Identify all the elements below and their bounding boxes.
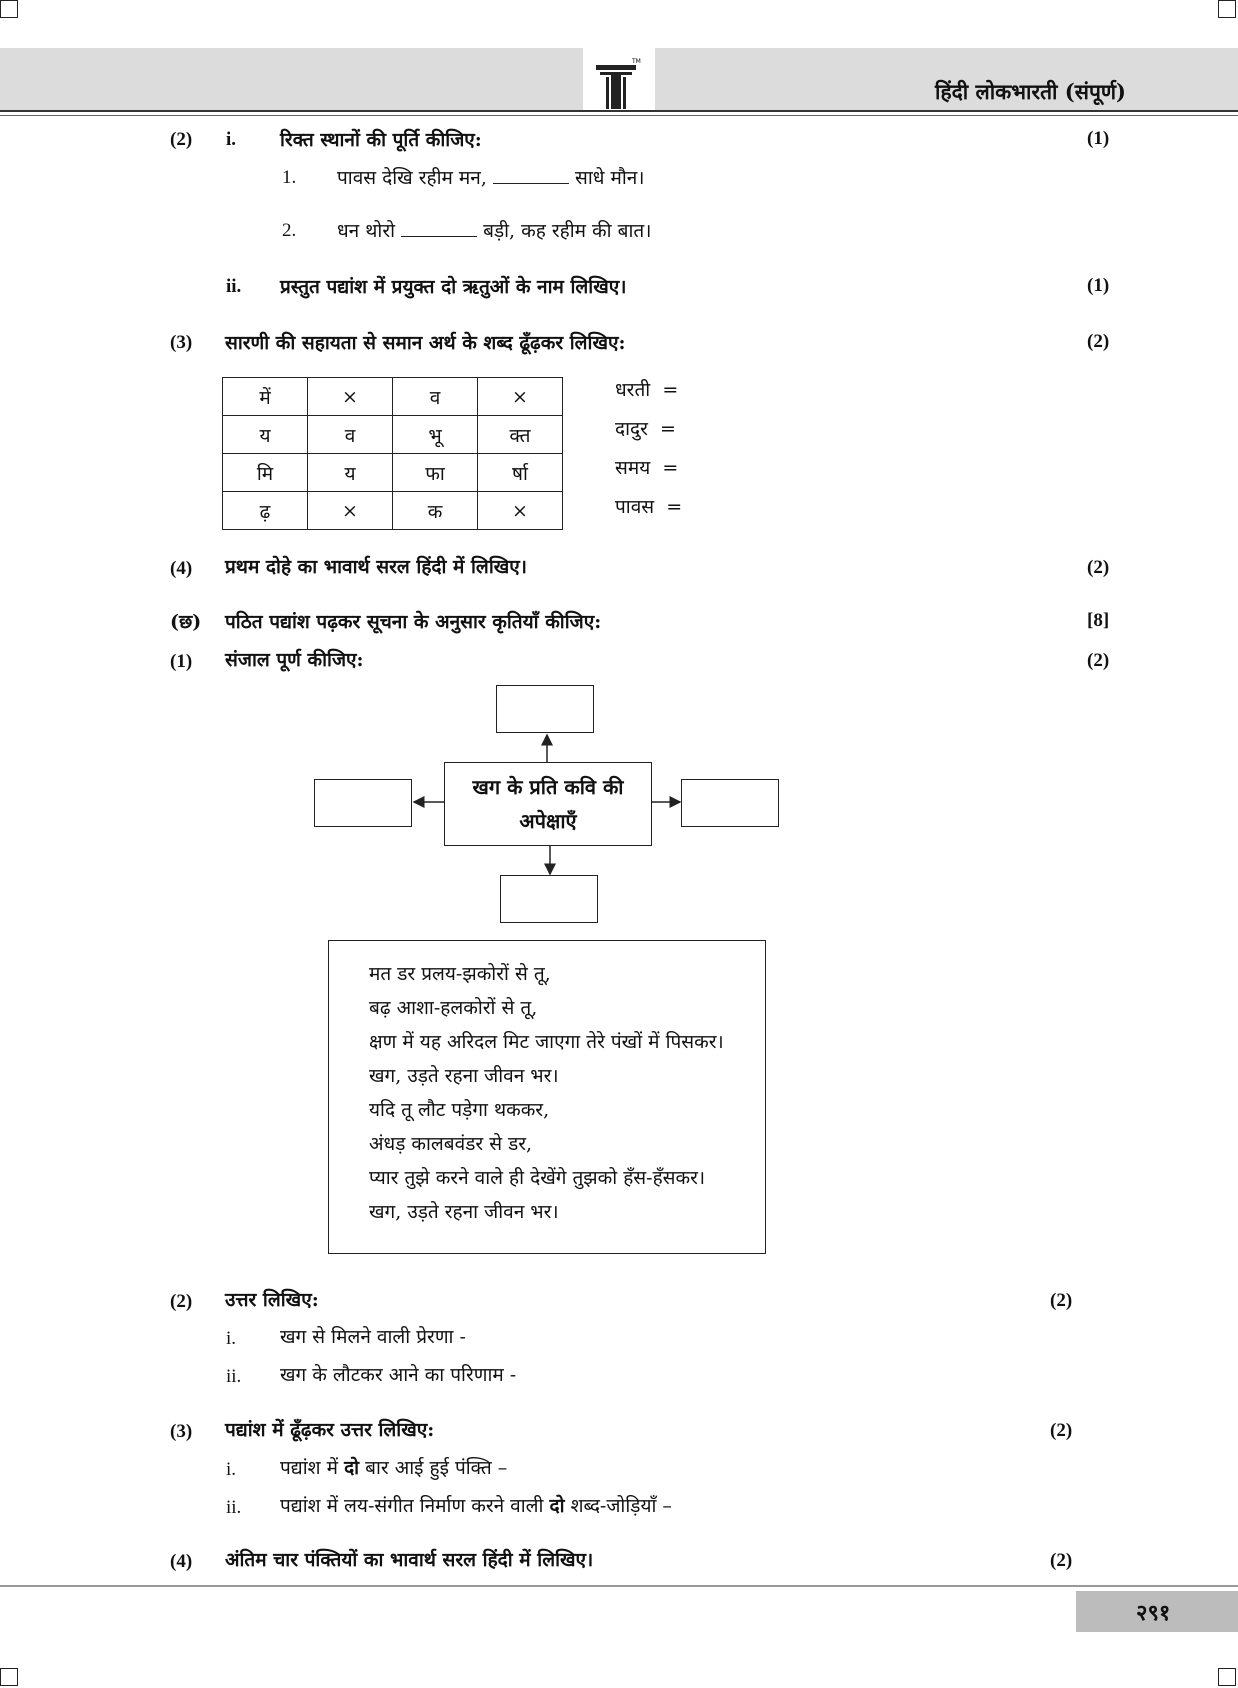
answer-box-right[interactable] <box>681 779 779 827</box>
poem-box <box>328 940 766 1254</box>
question-number: (4) <box>170 558 193 579</box>
grid-cell: व <box>308 416 393 454</box>
tm-pillar-logo-icon <box>592 55 644 111</box>
question-number: (2) <box>170 129 193 150</box>
letter-grid <box>222 377 563 530</box>
equals-sign: = <box>662 379 679 401</box>
item-number: ii. <box>226 1366 242 1387</box>
marks-label: (2) <box>1050 1290 1073 1311</box>
grid-cell: × <box>478 492 563 530</box>
item-text-after: बड़ी, कह रहीम की बात। <box>483 220 652 242</box>
prompt-bold: दो <box>344 1457 360 1479</box>
grid-cell: × <box>308 492 393 530</box>
marks-label: (2) <box>1087 650 1110 671</box>
grid-cell: र्षा <box>478 454 563 492</box>
question-number: (2) <box>170 1291 193 1312</box>
fill-blank-item <box>337 166 645 190</box>
crop-mark-top-left <box>0 0 18 18</box>
poem-line: यदि तू लौट पड़ेगा थककर, <box>369 1099 550 1121</box>
question-title: अंतिम चार पंक्तियों का भावार्थ सरल हिंदी में लिखिए। <box>225 1549 594 1571</box>
marks-label: (1) <box>1087 128 1110 149</box>
question-title: प्रस्तुत पद्यांश में प्रयुक्त दो ऋतुओं के नाम लिखिए। <box>280 276 627 298</box>
word-row <box>615 415 676 441</box>
grid-cell: भू <box>393 416 478 454</box>
item-number: 1. <box>282 167 297 188</box>
sub-question-label: ii. <box>226 276 242 297</box>
crop-mark-bottom-left <box>0 1668 18 1686</box>
word: समय <box>615 457 651 479</box>
section-number: (छ) <box>170 611 202 633</box>
question-title: पद्यांश में ढूँढ़कर उत्तर लिखिए: <box>225 1419 435 1441</box>
marks-label: (2) <box>1050 1420 1073 1441</box>
book-title: हिंदी लोकभारती (संपूर्ण) <box>935 79 1126 104</box>
question-number: (1) <box>170 651 193 672</box>
marks-label: (1) <box>1087 275 1110 296</box>
poem-line: बढ़ आशा-हलकोरों से तू, <box>369 997 538 1019</box>
center-line-2: अपेक्षाएँ <box>519 809 577 833</box>
question-number: (3) <box>170 1421 193 1442</box>
marks-label: [8] <box>1087 610 1110 631</box>
grid-cell: क्त <box>478 416 563 454</box>
question-title: उत्तर लिखिए: <box>225 1289 319 1311</box>
answer-prompt <box>280 1456 507 1480</box>
grid-cell: में <box>223 378 308 416</box>
word: धरती <box>615 379 651 401</box>
question-title: रिक्त स्थानों की पूर्ति कीजिए: <box>280 129 482 151</box>
grid-cell: × <box>308 378 393 416</box>
grid-cell: × <box>478 378 563 416</box>
word: दादुर <box>615 418 648 440</box>
answer-box-top[interactable] <box>496 685 594 733</box>
prompt-text: शब्द-जोड़ियाँ – <box>570 1495 672 1517</box>
marks-label: (2) <box>1050 1550 1073 1571</box>
marks-label: (2) <box>1087 557 1110 578</box>
item-number: i. <box>226 1328 237 1349</box>
prompt-bold: दो <box>549 1495 565 1517</box>
answer-prompt <box>280 1494 672 1518</box>
question-title: सारणी की सहायता से समान अर्थ के शब्द ढूँढ़कर लिखिए: <box>225 332 626 354</box>
word-row <box>615 376 678 402</box>
equals-sign: = <box>659 418 676 440</box>
poem-line: अंधड़ कालबवंडर से डर, <box>369 1133 533 1155</box>
answer-box-left[interactable] <box>314 779 412 827</box>
word-row <box>615 493 682 519</box>
fill-blank-item <box>337 219 651 243</box>
grid-cell: क <box>393 492 478 530</box>
blank-line <box>401 222 477 237</box>
word: पावस <box>615 496 655 518</box>
grid-cell: ढ़ <box>223 492 308 530</box>
concept-center-box <box>444 762 652 846</box>
item-text-after: साधे मौन। <box>574 167 645 189</box>
header-rule-thin <box>0 115 1238 116</box>
page-number: २९१ <box>1076 1591 1238 1632</box>
question-number: (3) <box>170 332 193 353</box>
poem-line: मत डर प्रलय-झकोरों से तू, <box>369 963 551 985</box>
word-row <box>615 454 678 480</box>
grid-cell: य <box>308 454 393 492</box>
prompt-text: पद्यांश में लय-संगीत निर्माण करने वाली <box>280 1495 544 1517</box>
grid-cell: फा <box>393 454 478 492</box>
answer-prompt: खग के लौटकर आने का परिणाम - <box>280 1364 517 1386</box>
item-number: ii. <box>226 1497 242 1518</box>
poem-line: खग, उड़ते रहना जीवन भर। <box>369 1065 559 1087</box>
grid-cell: य <box>223 416 308 454</box>
question-number: (4) <box>170 1551 193 1572</box>
question-title: प्रथम दोहे का भावार्थ सरल हिंदी में लिखिए। <box>225 556 527 578</box>
prompt-text: पद्यांश में <box>280 1457 339 1479</box>
poem-line: क्षण में यह अरिदल मिट जाएगा तेरे पंखों में पिसकर। <box>369 1031 724 1053</box>
blank-line <box>493 169 569 184</box>
poem-line: खग, उड़ते रहना जीवन भर। <box>369 1201 559 1223</box>
equals-sign: = <box>666 496 683 518</box>
crop-mark-top-right <box>1218 0 1236 18</box>
crop-mark-bottom-right <box>1218 1668 1236 1686</box>
item-text-before: पावस देखि रहीम मन, <box>337 167 487 189</box>
sub-question-label: i. <box>226 129 237 150</box>
grid-cell: व <box>393 378 478 416</box>
footer-rule <box>0 1585 1238 1587</box>
poem-line: प्यार तुझे करने वाले ही देखेंगे तुझको हँस-हँसकर। <box>369 1167 706 1189</box>
section-title: पठित पद्यांश पढ़कर सूचना के अनुसार कृतियाँ कीजिए: <box>225 611 602 633</box>
answer-box-bottom[interactable] <box>500 875 598 923</box>
question-title: संजाल पूर्ण कीजिए: <box>225 649 364 671</box>
header-band-left <box>0 48 583 110</box>
prompt-text: बार आई हुई पंक्ति – <box>365 1457 508 1479</box>
svg-text:TM: TM <box>632 58 641 65</box>
item-text-before: धन थोरो <box>337 220 396 242</box>
marks-label: (2) <box>1087 331 1110 352</box>
item-number: 2. <box>282 220 297 241</box>
grid-cell: मि <box>223 454 308 492</box>
item-number: i. <box>226 1459 237 1480</box>
center-line-1: खग के प्रति कवि की <box>472 775 624 799</box>
equals-sign: = <box>662 457 679 479</box>
answer-prompt: खग से मिलने वाली प्रेरणा - <box>280 1326 466 1348</box>
